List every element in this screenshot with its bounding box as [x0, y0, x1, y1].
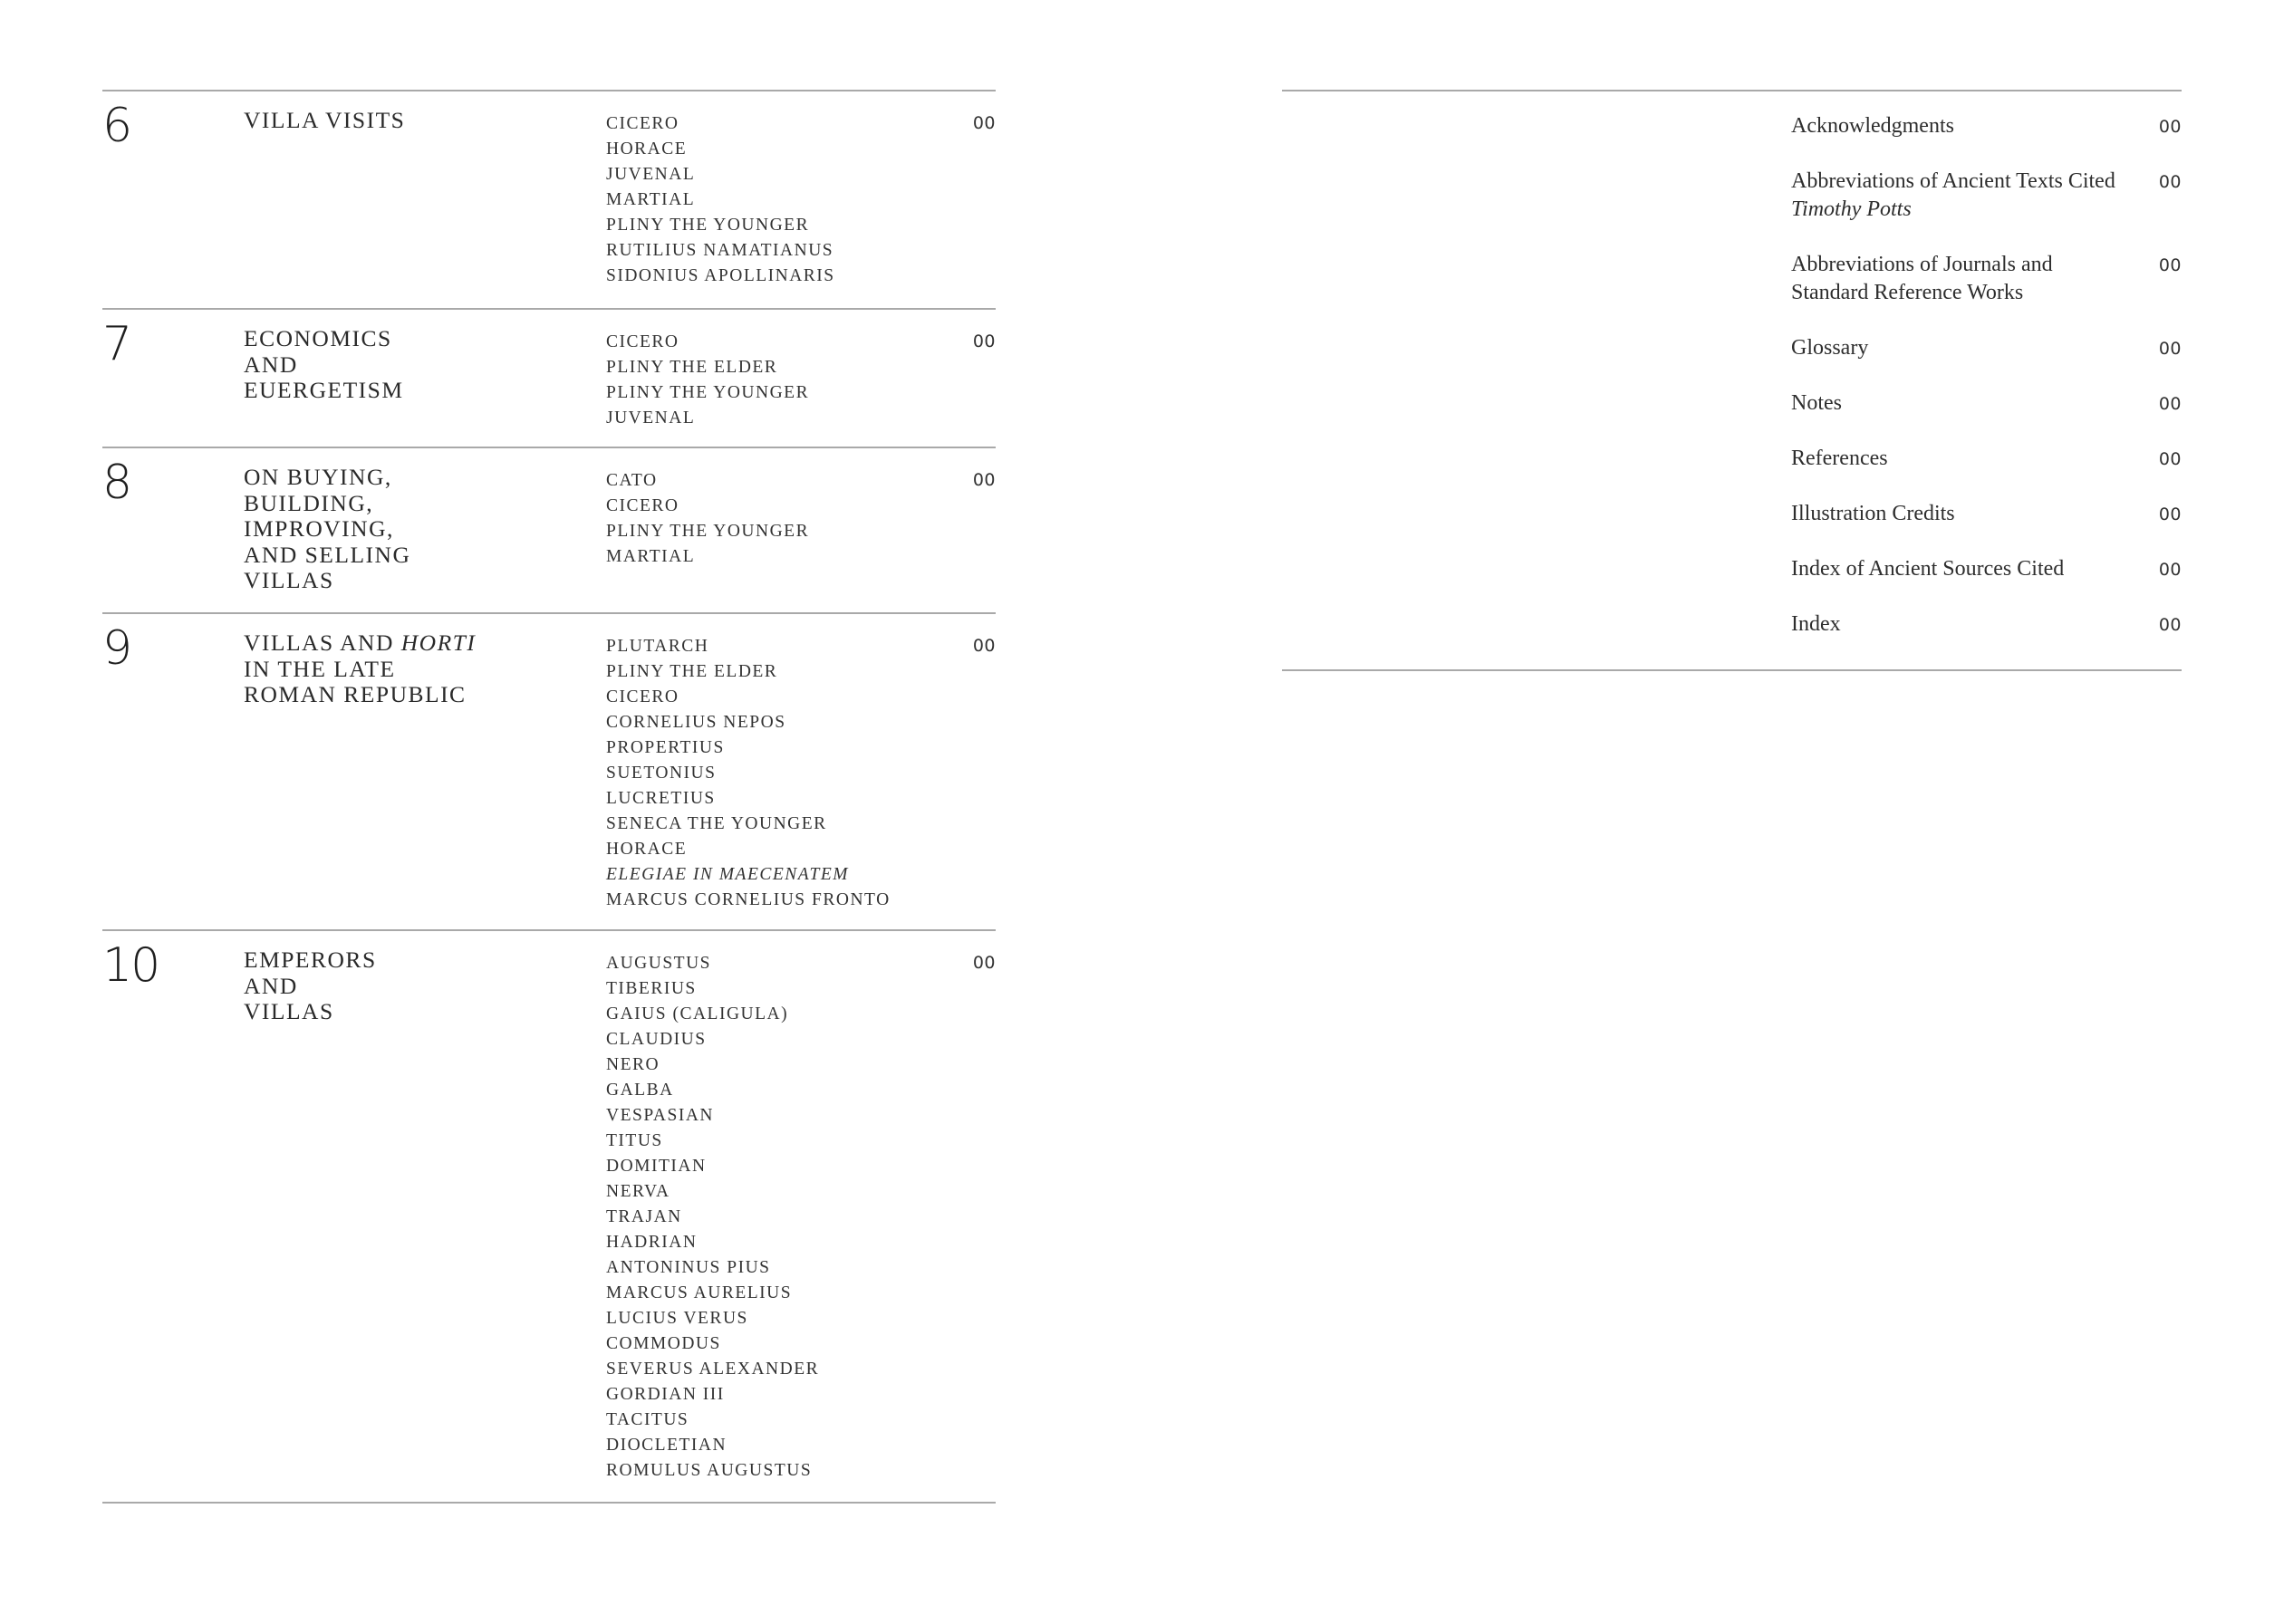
page-number: 00	[2158, 560, 2182, 580]
author-name: AUGUSTUS	[606, 954, 712, 973]
back-matter-label-line: Notes	[1791, 391, 1842, 415]
chapter-title-line: EUERGETISM	[244, 377, 404, 403]
chapter-title-line: AND	[244, 351, 298, 378]
author-name: MARCUS CORNELIUS FRONTO	[606, 890, 891, 909]
author-name: MARTIAL	[606, 190, 696, 209]
author-name: HORACE	[606, 139, 688, 159]
chapter-title-part: VILLAS AND	[244, 629, 401, 656]
chapter-title-line: AND SELLING	[244, 541, 411, 568]
back-matter-index-ancient-sources	[1791, 555, 2182, 591]
back-matter-illustration-credits	[1791, 500, 2182, 536]
author-name: SUETONIUS	[606, 764, 717, 783]
chapter-entry-10	[102, 931, 996, 1500]
chapter-title-line	[244, 630, 506, 657]
author-name: NERVA	[606, 1182, 670, 1201]
chapter-number: 6	[102, 99, 131, 153]
author-name: PLINY THE YOUNGER	[606, 383, 810, 402]
chapter-title-line: EMPERORS	[244, 947, 377, 973]
author-name: LUCIUS VERUS	[606, 1309, 748, 1328]
back-matter-label-line: Abbreviations of Journals and	[1791, 253, 2053, 276]
chapter-number: 7	[102, 317, 131, 371]
chapter-title	[244, 326, 506, 404]
author-name: TRAJAN	[606, 1207, 682, 1226]
chapter-title	[244, 465, 506, 594]
back-matter-label	[1791, 555, 2135, 583]
divider-rule	[1282, 90, 2182, 91]
page-number: 00	[972, 636, 996, 656]
author-name: CICERO	[606, 332, 679, 351]
back-matter-acknowledgments	[1791, 112, 2182, 149]
author-name: CICERO	[606, 114, 679, 133]
divider-rule	[102, 1502, 996, 1504]
author-name: VESPASIAN	[606, 1106, 714, 1125]
chapter-title	[244, 108, 506, 134]
back-matter-label	[1791, 334, 2135, 362]
chapter-entry-9	[102, 614, 996, 927]
chapter-title	[244, 630, 506, 708]
author-name: CATO	[606, 471, 658, 490]
chapter-title	[244, 947, 506, 1025]
author-name: GAIUS (CALIGULA)	[606, 1004, 789, 1023]
author-name: NERO	[606, 1055, 660, 1074]
author-name: DOMITIAN	[606, 1157, 707, 1176]
author-name: SEVERUS ALEXANDER	[606, 1360, 820, 1379]
author-name: GALBA	[606, 1081, 674, 1100]
chapter-entry-8	[102, 448, 996, 611]
back-matter-label	[1791, 610, 2135, 639]
page-number: 00	[2158, 339, 2182, 359]
back-matter-glossary	[1791, 334, 2182, 370]
chapter-title-line: VILLAS	[244, 567, 334, 593]
author-name: DIOCLETIAN	[606, 1436, 727, 1455]
author-name: TIBERIUS	[606, 979, 697, 998]
page-number: 00	[972, 953, 996, 973]
chapter-authors-list	[606, 468, 950, 570]
chapter-entry-6	[102, 91, 996, 309]
author-name: MARCUS AURELIUS	[606, 1283, 793, 1302]
back-matter-abbreviations-ancient-texts	[1791, 168, 2182, 226]
back-matter-label-line: Acknowledgments	[1791, 114, 1954, 138]
author-name: COMMODUS	[606, 1334, 721, 1353]
back-matter-index	[1791, 610, 2182, 647]
back-matter-label	[1791, 500, 2135, 528]
page-number: 00	[2158, 172, 2182, 192]
page-number: 00	[972, 332, 996, 351]
page-number: 00	[2158, 449, 2182, 469]
chapter-title-line: ON BUYING,	[244, 464, 392, 490]
chapter-number: 8	[102, 456, 131, 510]
chapter-title-line: VILLAS	[244, 998, 334, 1024]
author-name: ROMULUS AUGUSTUS	[606, 1461, 813, 1480]
chapter-authors-list	[606, 634, 950, 913]
page-number: 00	[2158, 255, 2182, 275]
back-matter-label	[1791, 445, 2135, 473]
author-name: PLINY THE ELDER	[606, 358, 778, 377]
author-name: TACITUS	[606, 1410, 689, 1429]
author-name: ANTONINUS PIUS	[606, 1258, 771, 1277]
chapter-title-line: AND	[244, 972, 298, 999]
chapter-title-line: BUILDING,	[244, 489, 374, 516]
back-matter-author	[1791, 196, 2135, 224]
author-name: PLINY THE ELDER	[606, 662, 778, 681]
author-name: HADRIAN	[606, 1233, 698, 1252]
page-number: 00	[2158, 394, 2182, 414]
back-matter-author-name: Timothy Potts	[1791, 197, 1912, 221]
page-number: 00	[2158, 504, 2182, 524]
author-name: PLINY THE YOUNGER	[606, 522, 810, 541]
author-name: CORNELIUS NEPOS	[606, 713, 786, 732]
page-number: 00	[972, 470, 996, 490]
author-name: JUVENAL	[606, 165, 696, 184]
author-name: SIDONIUS APOLLINARIS	[606, 266, 835, 285]
back-matter-label-line: Glossary	[1791, 336, 1869, 360]
back-matter-references	[1791, 445, 2182, 481]
chapter-authors-list	[606, 951, 950, 1484]
back-matter-label	[1791, 251, 2135, 307]
back-matter-label-line: Standard Reference Works	[1791, 281, 2024, 304]
author-name: JUVENAL	[606, 408, 696, 428]
chapter-title-line: ECONOMICS	[244, 325, 392, 351]
author-name: MARTIAL	[606, 547, 696, 566]
author-name: GORDIAN III	[606, 1385, 725, 1404]
page-number: 00	[972, 113, 996, 133]
author-name: PLUTARCH	[606, 637, 709, 656]
back-matter-label-line: Index of Ancient Sources Cited	[1791, 557, 2065, 581]
author-name: HORACE	[606, 840, 688, 859]
author-name: SENECA THE YOUNGER	[606, 814, 827, 833]
right-page-back-matter	[1137, 0, 2274, 1624]
back-matter-label-line: Illustration Credits	[1791, 502, 1955, 525]
chapter-title-line: IN THE LATE	[244, 655, 396, 682]
chapter-authors-list	[606, 330, 950, 431]
chapter-authors-list	[606, 111, 950, 289]
author-name: CICERO	[606, 687, 679, 706]
page-number: 00	[2158, 615, 2182, 635]
back-matter-notes	[1791, 389, 2182, 426]
author-name: PLINY THE YOUNGER	[606, 216, 810, 235]
chapter-number: 9	[102, 621, 131, 676]
back-matter-label	[1791, 389, 2135, 418]
chapter-title-line: IMPROVING,	[244, 515, 394, 542]
back-matter-label-line: Index	[1791, 612, 1841, 636]
divider-rule	[1282, 669, 2182, 671]
chapter-entry-7	[102, 310, 996, 446]
author-name: CLAUDIUS	[606, 1030, 707, 1049]
back-matter-abbreviations-journals	[1791, 251, 2182, 309]
chapter-number: 10	[102, 938, 159, 993]
back-matter-label	[1791, 112, 2135, 140]
page-number: 00	[2158, 117, 2182, 137]
chapter-title-line: ROMAN REPUBLIC	[244, 681, 467, 707]
back-matter-label	[1791, 168, 2135, 224]
author-name: LUCRETIUS	[606, 789, 716, 808]
author-name: CICERO	[606, 496, 679, 515]
author-name: PROPERTIUS	[606, 738, 725, 757]
chapter-title-line: VILLA VISITS	[244, 107, 406, 133]
author-name: TITUS	[606, 1131, 663, 1150]
back-matter-label-line: Abbreviations of Ancient Texts Cited	[1791, 169, 2115, 193]
back-matter-label-line: References	[1791, 447, 1888, 470]
author-name: RUTILIUS NAMATIANUS	[606, 241, 834, 260]
author-name-italic: ELEGIAE IN MAECENATEM	[606, 865, 849, 884]
chapter-title-italic: HORTI	[400, 629, 477, 656]
